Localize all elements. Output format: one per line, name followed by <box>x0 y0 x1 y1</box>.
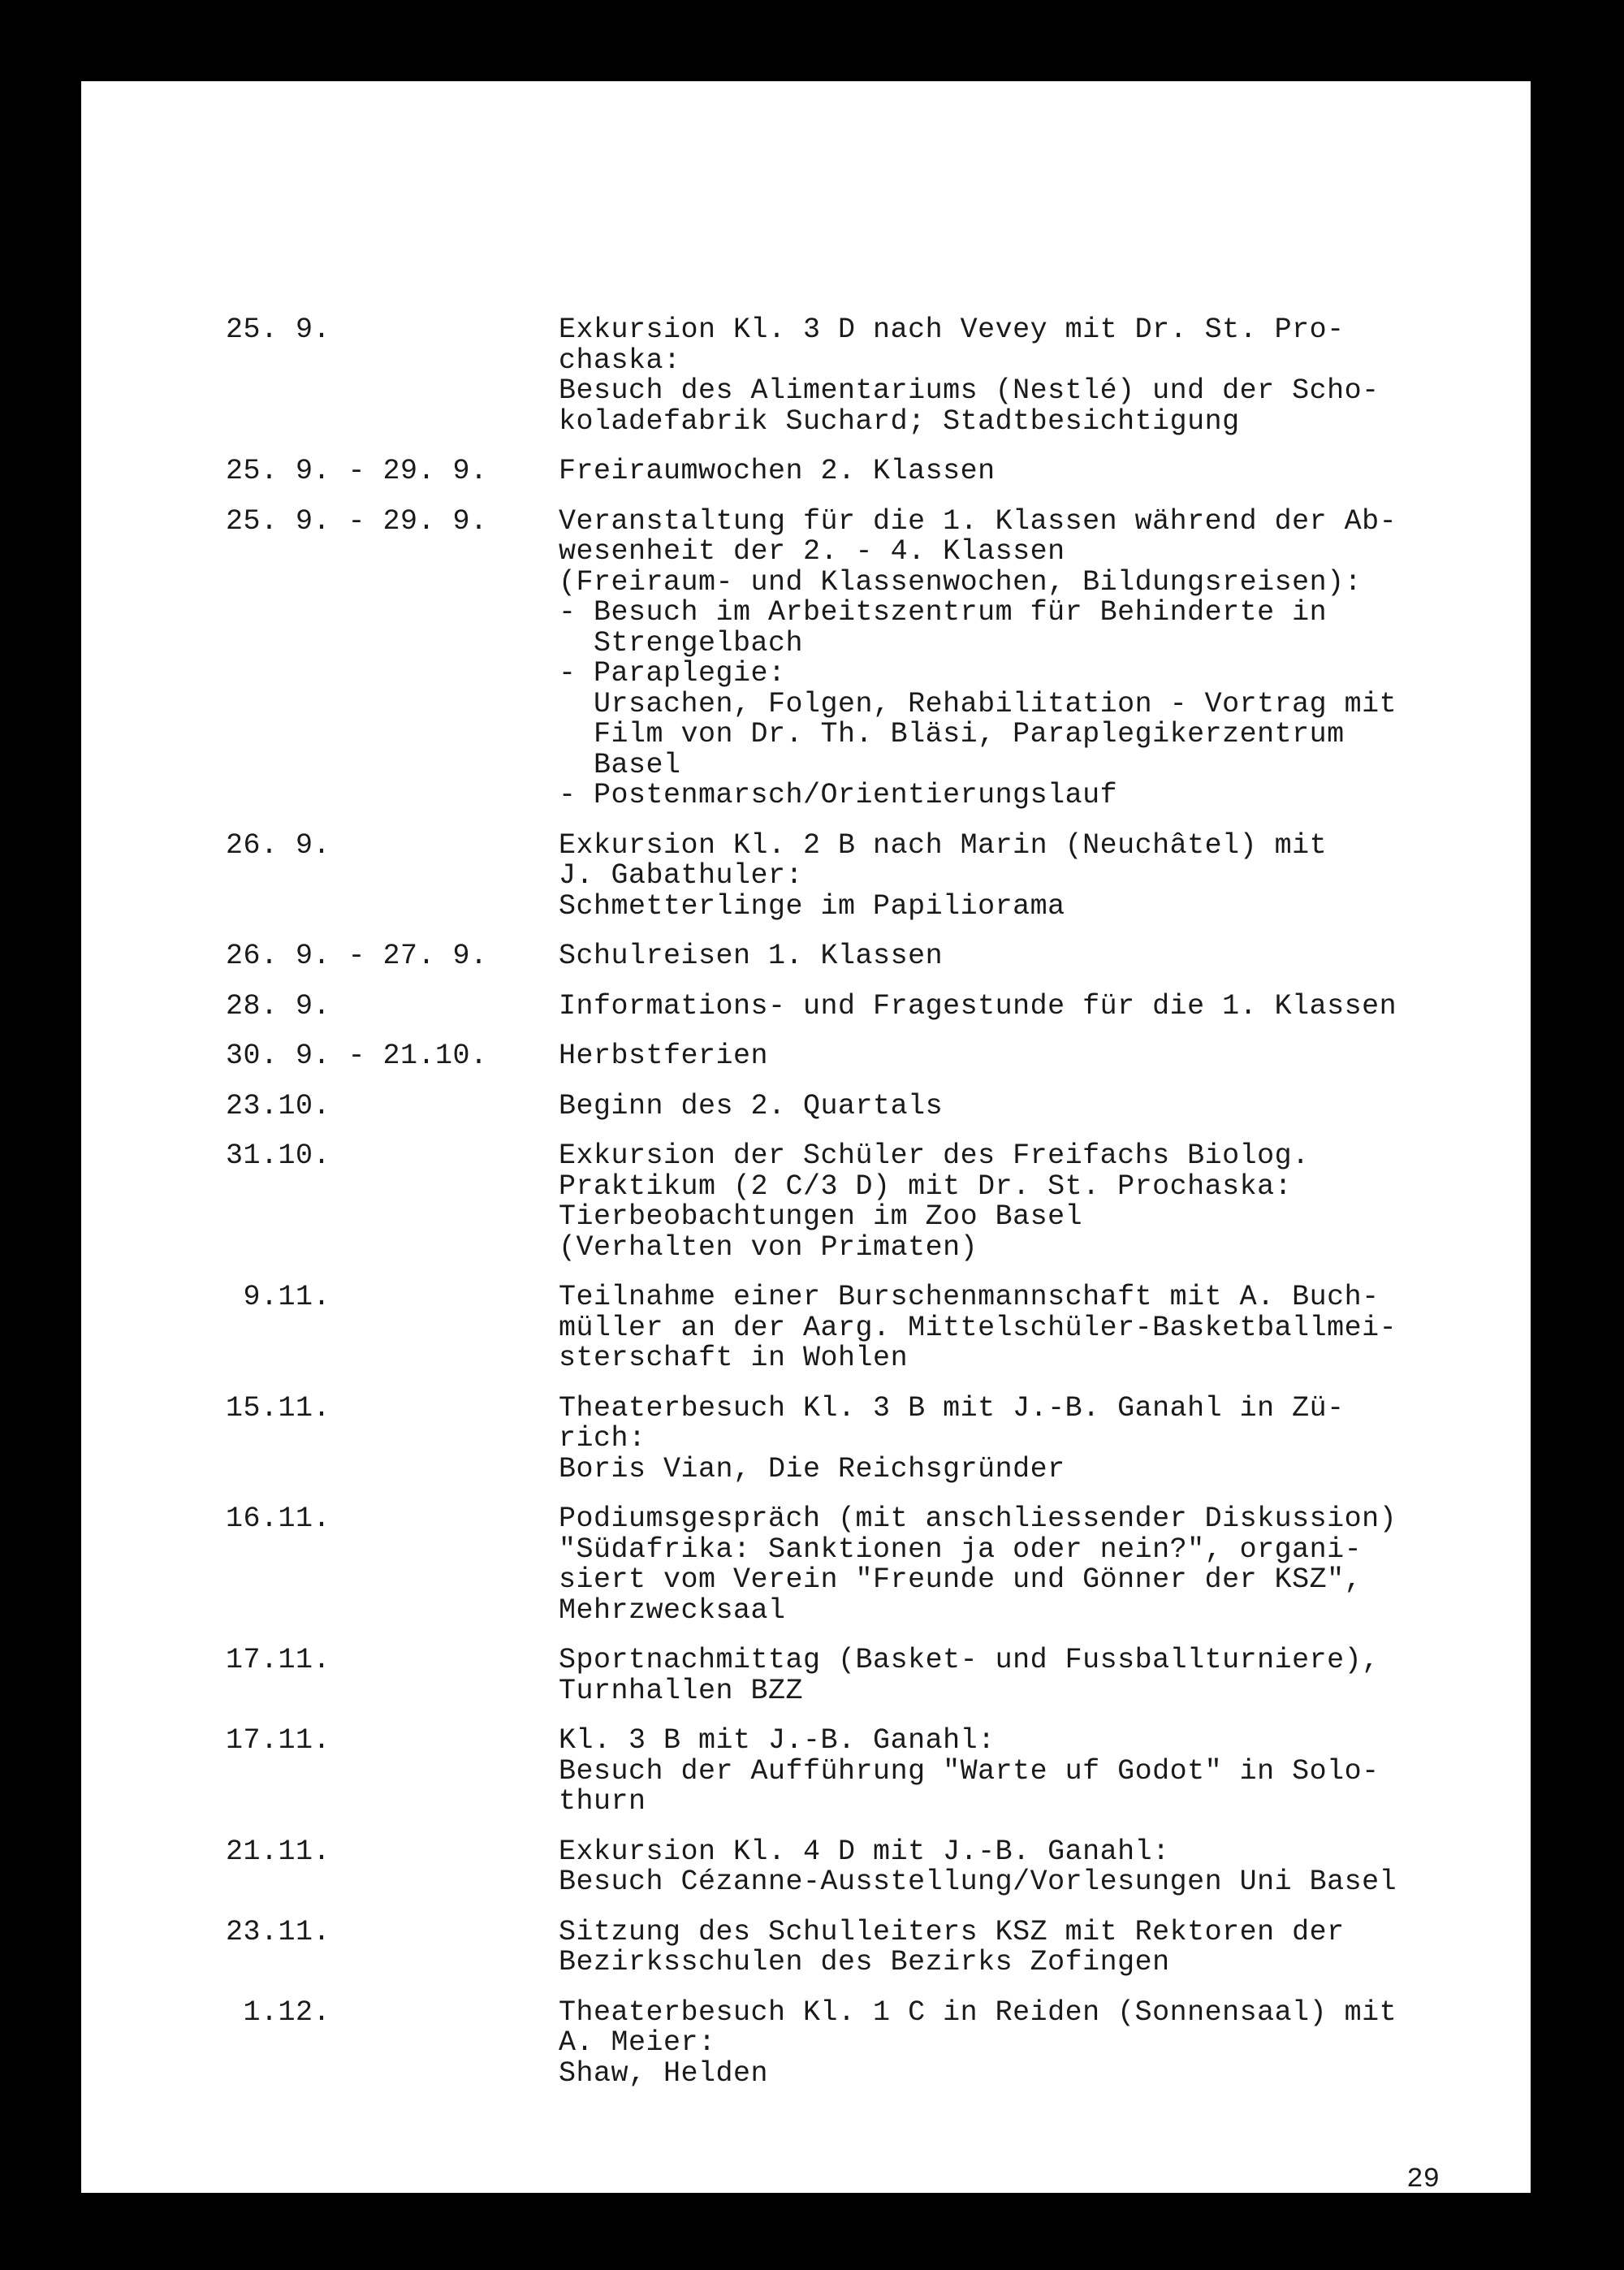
entry-date: 26. 9. <box>226 828 331 862</box>
chronicle-entry <box>226 1915 1541 1978</box>
entry-line: Theaterbesuch Kl. 1 C in Reiden (Sonnensaal) mit <box>559 1995 1397 2029</box>
entry-line: Teilnahme einer Burschenmannschaft mit A. Buch- <box>559 1281 1380 1313</box>
entry-line: rich: <box>559 1422 646 1455</box>
entry-date: 25. 9. <box>226 313 331 346</box>
chronicle-entry <box>226 941 1541 972</box>
entry-line: (Freiraum- und Klassenwochen, Bildungsreisen): <box>559 565 1363 599</box>
entry-line: "Südafrika: Sanktionen ja oder nein?", organi- <box>559 1533 1363 1566</box>
chronicle-entry <box>226 1282 1541 1374</box>
entry-date: 21.11. <box>226 1835 331 1868</box>
entry-date: 16.11. <box>226 1503 331 1535</box>
entry-date: 31.10. <box>226 1139 331 1172</box>
entry-line: Besuch der Aufführung "Warte uf Godot" in Solo- <box>559 1754 1380 1788</box>
entry-line: Basel <box>559 748 681 781</box>
entry-line: Besuch Cézanne-Ausstellung/Vorlesungen Uni Basel <box>559 1866 1397 1898</box>
entry-line: Exkursion Kl. 3 D nach Vevey mit Dr. St. Pro- <box>559 313 1345 346</box>
entry-line: chaska: <box>559 344 681 377</box>
entry-line: Sitzung des Schulleiters KSZ mit Rektoren der <box>559 1915 1345 1948</box>
entry-text <box>559 504 1541 811</box>
chronicle-entry <box>226 504 1541 811</box>
entry-line: Ursachen, Folgen, Rehabilitation - Vortrag mit <box>559 687 1397 720</box>
entry-date: 26. 9. - 27. 9. <box>226 940 488 972</box>
entry-date: 23.11. <box>226 1915 331 1948</box>
entry-line: Veranstaltung für die 1. Klassen während der Ab- <box>559 504 1397 538</box>
entry-line: sterschaft in Wohlen <box>559 1342 909 1374</box>
entry-text <box>559 1915 1541 1978</box>
entry-text <box>559 1041 1541 1072</box>
entry-text <box>559 1645 1541 1706</box>
entry-line: Schulreisen 1. Klassen <box>559 940 944 972</box>
entry-text <box>559 1141 1541 1263</box>
chronicle-entry <box>226 989 1541 1023</box>
chronicle-entry <box>226 1041 1541 1072</box>
entry-line: thurn <box>559 1785 646 1818</box>
chronicle-entry <box>226 315 1541 437</box>
entry-line: Strengelbach <box>559 626 804 659</box>
page-number: 29 <box>1406 2164 1440 2195</box>
entry-line: Herbstferien <box>559 1040 769 1072</box>
entry-date: 23.10. <box>226 1089 331 1122</box>
entry-date: 17.11. <box>226 1724 331 1757</box>
entry-date: 15.11. <box>226 1391 331 1425</box>
entry-text <box>559 989 1541 1023</box>
entry-line: J. Gabathuler: <box>559 859 804 892</box>
entry-date: 28. 9. <box>226 989 331 1023</box>
entry-line: Kl. 3 B mit J.-B. Ganahl: <box>559 1724 996 1757</box>
entry-line: - Postenmarsch/Orientierungslauf <box>559 779 1118 811</box>
entry-text <box>559 1391 1541 1485</box>
entry-line: Sportnachmittag (Basket- und Fussballturniere), <box>559 1644 1380 1676</box>
chronicle-entry <box>226 1089 1541 1122</box>
entry-line: Schmetterlinge im Papiliorama <box>559 889 1065 923</box>
chronicle-entry <box>226 456 1541 487</box>
entry-line: siert vom Verein "Freunde und Gönner der KSZ", <box>559 1563 1363 1596</box>
entry-line: Beginn des 2. Quartals <box>559 1089 944 1122</box>
chronicle-entry <box>226 1645 1541 1706</box>
entry-line: Shaw, Helden <box>559 2056 769 2090</box>
entry-line: Exkursion Kl. 4 D mit J.-B. Ganahl: <box>559 1835 1170 1868</box>
entry-date: 25. 9. - 29. 9. <box>226 504 488 538</box>
chronicle-entry <box>226 1995 1541 2090</box>
entry-line: Podiumsgespräch (mit anschliessender Diskussion) <box>559 1503 1397 1535</box>
entry-text <box>559 1282 1541 1374</box>
entry-line: Mehrzwecksaal <box>559 1593 786 1627</box>
document-page <box>81 81 1531 2193</box>
entry-line: wesenheit der 2. - 4. Klassen <box>559 535 1065 568</box>
chronicle-entry <box>226 828 1541 923</box>
entry-text <box>559 456 1541 487</box>
entry-text <box>559 941 1541 972</box>
entry-line: müller an der Aarg. Mittelschüler-Basketballmei- <box>559 1311 1397 1344</box>
entry-line: - Paraplegie: <box>559 657 786 690</box>
entry-line: A. Meier: <box>559 2026 716 2059</box>
chronicle-entry <box>226 1504 1541 1626</box>
entry-text <box>559 1726 1541 1818</box>
entry-text <box>559 315 1541 437</box>
entry-line: Film von Dr. Th. Bläsi, Paraplegikerzentrum <box>559 718 1345 750</box>
entry-text <box>559 1089 1541 1122</box>
entry-line: Tierbeobachtungen im Zoo Basel <box>559 1200 1083 1233</box>
entry-date: 30. 9. - 21.10. <box>226 1040 488 1072</box>
chronicle-entry <box>226 1726 1541 1818</box>
entry-line: (Verhalten von Primaten) <box>559 1230 978 1264</box>
entry-line: Bezirksschulen des Bezirks Zofingen <box>559 1946 1170 1978</box>
entry-date: 9.11. <box>226 1281 331 1313</box>
chronicle-entry <box>226 1391 1541 1485</box>
entry-text <box>559 1837 1541 1898</box>
entry-line: Freiraumwochen 2. Klassen <box>559 455 996 487</box>
entry-date: 17.11. <box>226 1644 331 1676</box>
chronicle-entry <box>226 1141 1541 1263</box>
chronicle-entries <box>226 315 1541 2108</box>
entry-line: - Besuch im Arbeitszentrum für Behinderte in <box>559 596 1328 629</box>
entry-line: Turnhallen BZZ <box>559 1674 804 1707</box>
chronicle-entry <box>226 1837 1541 1898</box>
entry-line: Praktikum (2 C/3 D) mit Dr. St. Prochaska: <box>559 1170 1293 1203</box>
entry-line: koladefabrik Suchard; Stadtbesichtigung <box>559 404 1240 438</box>
entry-line: Exkursion der Schüler des Freifachs Biolog. <box>559 1139 1310 1172</box>
entry-line: Boris Vian, Die Reichsgründer <box>559 1452 1065 1485</box>
entry-date: 1.12. <box>226 1995 331 2029</box>
entry-line: Informations- und Fragestunde für die 1. Klassen <box>559 989 1397 1023</box>
entry-text <box>559 1504 1541 1626</box>
entry-line: Besuch des Alimentariums (Nestlé) und der Scho- <box>559 374 1380 407</box>
entry-date: 25. 9. - 29. 9. <box>226 455 488 487</box>
entry-line: Exkursion Kl. 2 B nach Marin (Neuchâtel) mit <box>559 828 1328 862</box>
entry-line: Theaterbesuch Kl. 3 B mit J.-B. Ganahl in Zü- <box>559 1391 1345 1425</box>
entry-text <box>559 1995 1541 2090</box>
entry-text <box>559 828 1541 923</box>
